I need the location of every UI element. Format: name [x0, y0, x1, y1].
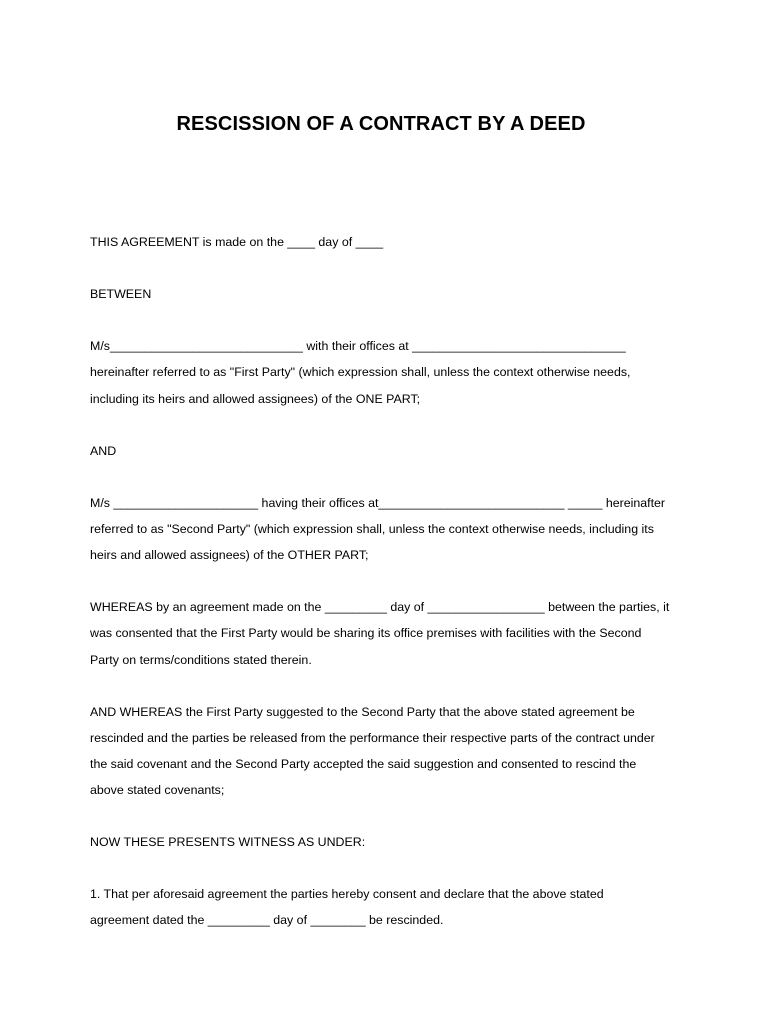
between-heading	[90, 281, 678, 307]
first-party-paragraph	[90, 333, 678, 411]
and-heading	[90, 438, 678, 464]
text-line: Party on terms/conditions stated therein.	[90, 652, 312, 667]
text-line: was consented that the First Party would be sharing its office premises with facilities with the Second	[90, 626, 642, 641]
clause-1-paragraph	[90, 881, 678, 933]
text-line: hereinafter referred to as "First Party" (which expression shall, unless the context otherwise needs,	[90, 365, 631, 380]
document-body	[90, 229, 678, 960]
witness-heading	[90, 829, 678, 855]
text-line: the said covenant and the Second Party accepted the said suggestion and consented to rescind the	[90, 756, 637, 771]
text-line: M/s____________________________ with their offices at _______________________________	[90, 339, 626, 354]
text-line: M/s _____________________ having their offices at___________________________ _____ hereinafter	[90, 495, 666, 510]
text-line: THIS AGREEMENT is made on the ____ day of ____	[90, 235, 384, 249]
agreement-date-paragraph	[90, 229, 678, 255]
and-whereas-paragraph	[90, 699, 678, 803]
text-line: BETWEEN	[90, 287, 152, 302]
text-line: AND WHEREAS the First Party suggested to the Second Party that the above stated agreement be	[90, 704, 635, 719]
document-title: RESCISSION OF A CONTRACT BY A DEED	[176, 113, 586, 135]
second-party-paragraph	[90, 490, 678, 568]
text-line: referred to as "Second Party" (which expression shall, unless the context otherwise needs, including its	[90, 522, 654, 537]
text-line: agreement dated the _________ day of ________ be rescinded.	[90, 913, 444, 928]
text-line: WHEREAS by an agreement made on the _________ day of _________________ between the parties, it	[90, 600, 670, 615]
text-line: rescinded and the parties be released from the performance their respective parts of the contract under	[90, 730, 655, 745]
text-line: heirs and allowed assignees) of the OTHER PART;	[90, 548, 369, 563]
text-line: AND	[90, 443, 117, 458]
whereas-paragraph	[90, 594, 678, 672]
text-line: above stated covenants;	[90, 782, 225, 797]
text-line: 1. That per aforesaid agreement the parties hereby consent and declare that the above stated	[90, 887, 604, 902]
text-line: NOW THESE PRESENTS WITNESS AS UNDER:	[90, 835, 366, 850]
text-line: including its heirs and allowed assignees) of the ONE PART;	[90, 391, 421, 406]
